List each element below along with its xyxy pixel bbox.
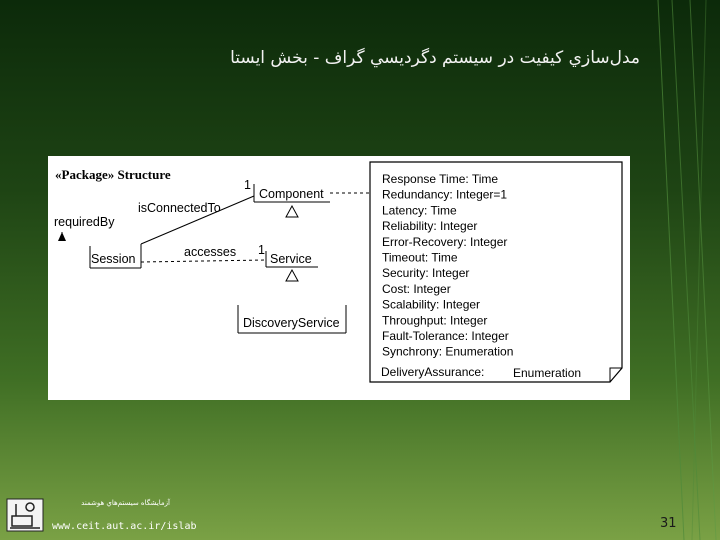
class-component [254, 184, 330, 217]
uml-diagram [48, 156, 630, 400]
multiplicity-service: 1 [258, 243, 265, 257]
association-label-accesses: accesses [184, 245, 237, 259]
class-session-label: Session [91, 252, 136, 266]
note-attribute: Timeout: Time [382, 250, 458, 265]
note-attribute: Redundancy: Integer=1 [382, 187, 508, 202]
class-discovery-service [238, 305, 346, 333]
required-by-arrow-icon [58, 232, 66, 241]
footer-org-name: آزمايشگاه سيستم‌هاي هوشمند [81, 499, 170, 507]
class-session [90, 244, 141, 268]
note-attribute: Cost: Integer [382, 281, 451, 296]
note-attribute: Fault-Tolerance: Integer [382, 329, 509, 343]
note-attr-last-type: Enumeration [513, 366, 582, 380]
note-attr-last-name: DeliveryAssurance: [381, 365, 485, 379]
page-number: 31 [660, 516, 677, 531]
note-attribute: Error-Recovery: Integer [382, 234, 508, 249]
class-service-label: Service [270, 252, 312, 266]
note-attribute: Scalability: Integer [382, 297, 481, 312]
association-label-is-connected-to: isConnectedTo [138, 201, 221, 215]
class-component-label: Component [259, 187, 324, 201]
generalization-triangle [286, 206, 298, 217]
note-attribute: Reliability: Integer [382, 219, 478, 234]
class-discovery-label: DiscoveryService [243, 316, 340, 330]
note-attribute: Latency: Time [382, 203, 457, 218]
note-attribute: Security: Integer [382, 266, 470, 281]
multiplicity-component: 1 [244, 178, 251, 192]
lab-logo-icon [6, 498, 44, 532]
note-attribute: Throughput: Integer [382, 313, 488, 328]
slide-title: مدل‌سازي كيفيت در سيستم دگرديسي گراف - بخش ايستا [230, 48, 640, 68]
note-attribute: Response Time: Time [382, 172, 499, 186]
generalization-triangle [286, 270, 298, 281]
footer-url: www.ceit.aut.ac.ir/islab [52, 521, 197, 532]
decorative-lines [650, 0, 720, 540]
association-label-required-by: requiredBy [54, 215, 115, 229]
note-attribute: Synchrony: Enumeration [382, 344, 514, 359]
association-accesses [141, 260, 266, 262]
package-label: «Package» Structure [55, 167, 171, 182]
class-service [266, 251, 318, 281]
